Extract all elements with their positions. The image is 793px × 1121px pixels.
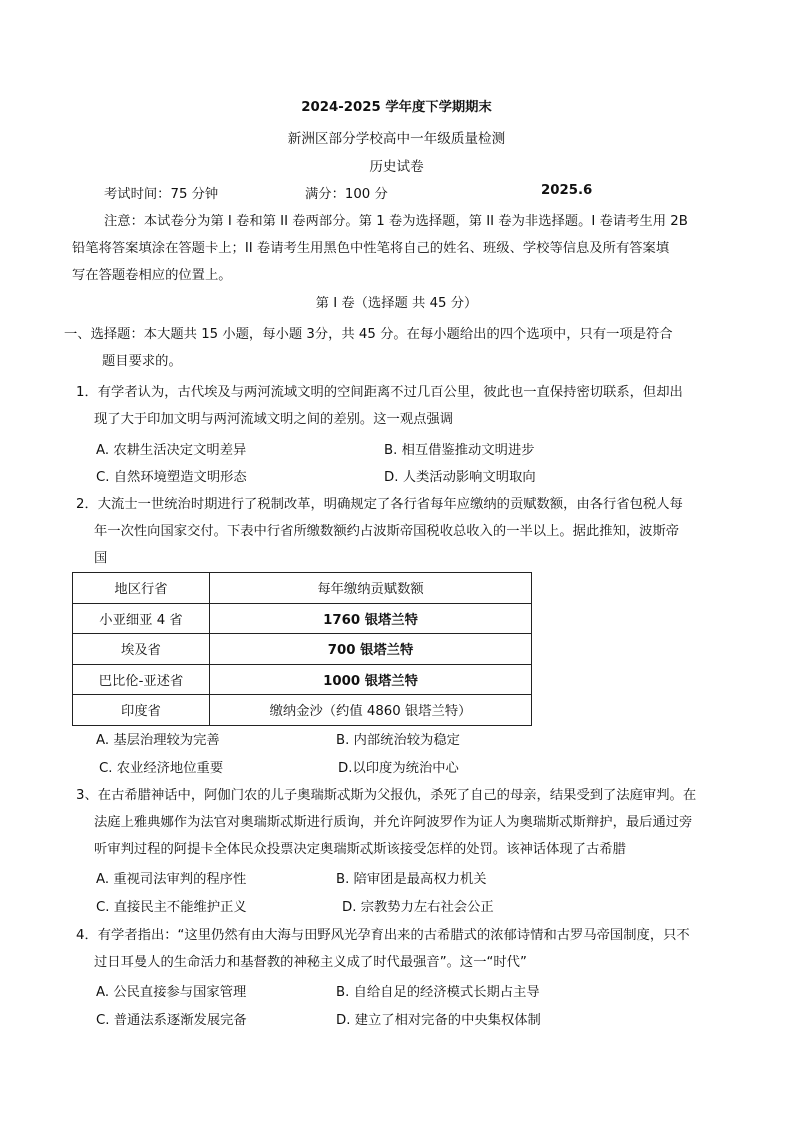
table-row — [73, 603, 532, 634]
question-4-option-a[interactable]: A. 公民直接参与国家管理 — [96, 985, 247, 1000]
question-2-option-a[interactable]: A. 基层治理较为完善 — [96, 733, 220, 748]
question-2-option-c[interactable]: C. 农业经济地位重要 — [99, 761, 224, 776]
question-3-option-c[interactable]: C. 直接民主不能维护正义 — [96, 900, 247, 915]
table-cell-amount: 1760 银塔兰特 — [210, 603, 532, 634]
table-cell-province: 巴比伦-亚述省 — [73, 664, 210, 695]
question-4-stem-line-2: 过日耳曼人的生命活力和基督教的神秘主义成了时代最强音”。这一“时代” — [94, 955, 527, 970]
question-1-option-b[interactable]: B. 相互借鉴推动文明进步 — [384, 443, 535, 458]
exam-subject-title: 历史试卷 — [369, 159, 424, 175]
table-cell-province: 小亚细亚 4 省 — [73, 603, 210, 634]
instructions-line-2: 题目要求的。 — [102, 354, 182, 369]
question-1-option-d[interactable]: D. 人类活动影响文明取向 — [384, 470, 536, 485]
instructions-line-1: 一、选择题：本大题共 15 小题，每小题 3分，共 45 分。在每小题给出的四个选项中，只有一项是符合 — [64, 327, 673, 342]
exam-school-title: 新洲区部分学校高中一年级质量检测 — [287, 131, 506, 147]
exam-score: 满分：100 分 — [305, 187, 388, 202]
exam-time: 考试时间：75 分钟 — [104, 187, 219, 202]
notice-line-3: 写在答题卷相应的位置上。 — [72, 268, 232, 283]
question-2-option-b[interactable]: B. 内部统治较为稳定 — [336, 733, 460, 748]
table-header-row — [73, 573, 532, 604]
table-header-cell: 每年缴纳贡赋数额 — [210, 573, 532, 604]
question-2-option-d[interactable]: D.以印度为统治中心 — [338, 761, 459, 776]
question-3-option-b[interactable]: B. 陪审团是最高权力机关 — [336, 872, 487, 887]
question-2-stem-line-3: 国 — [94, 551, 108, 566]
table-cell-amount: 缴纳金沙（约值 4860 银塔兰特） — [210, 695, 532, 726]
table-cell-amount: 1000 银塔兰特 — [210, 664, 532, 695]
table-cell-province: 埃及省 — [73, 634, 210, 665]
question-4-stem-line-1: 4．有学者指出：“这里仍然有由大海与田野风光孕育出来的古希腊式的浓郁诗情和古罗马帝国制度，只不 — [76, 928, 690, 943]
notice-line-2: 铅笔将答案填涂在答题卡上；II 卷请考生用黑色中性笔将自己的姓名、班级、学校等信息及所有答案填 — [72, 241, 670, 256]
question-1-stem-line-1: 1．有学者认为，古代埃及与两河流域文明的空间距离不过几百公里，彼此也一直保持密切联系，但却出 — [76, 385, 683, 400]
question-4-option-c[interactable]: C. 普通法系逐渐发展完备 — [96, 1013, 247, 1028]
question-1-stem-line-2: 现了大于印加文明与两河流域文明之间的差别。这一观点强调 — [94, 412, 454, 427]
question-2-stem-line-2: 年一次性向国家交付。下表中行省所缴数额约占波斯帝国税收总收入的一半以上。据此推知，波斯帝 — [94, 524, 680, 539]
exam-date: 2025.6 — [541, 183, 593, 198]
question-3-option-a[interactable]: A. 重视司法审判的程序性 — [96, 872, 247, 887]
tribute-table — [72, 572, 532, 726]
table-row — [73, 634, 532, 665]
question-3-option-d[interactable]: D. 宗教势力左右社会公正 — [342, 900, 494, 915]
question-3-stem-line-1: 3、在古希腊神话中，阿伽门农的儿子奥瑞斯忒斯为父报仇，杀死了自己的母亲，结果受到了法庭审判。在 — [76, 788, 697, 803]
question-4-option-b[interactable]: B. 自给自足的经济模式长期占主导 — [336, 985, 540, 1000]
table-row — [73, 695, 532, 726]
table-header-cell: 地区行省 — [73, 573, 210, 604]
question-1-option-a[interactable]: A. 农耕生活决定文明差异 — [96, 443, 247, 458]
question-3-stem-line-2: 法庭上雅典娜作为法官对奥瑞斯忒斯进行质询，并允许阿波罗作为证人为奥瑞斯忒斯辩护，最后通过旁 — [94, 815, 693, 830]
table-cell-province: 印度省 — [73, 695, 210, 726]
exam-year-title: 2024-2025 学年度下学期期末 — [301, 100, 492, 115]
table-row — [73, 664, 532, 695]
table-cell-amount: 700 银塔兰特 — [210, 634, 532, 665]
question-3-stem-line-3: 听审判过程的阿提卡全体民众投票决定奥瑞斯忒斯该接受怎样的处罚。该神话体现了古希腊 — [94, 842, 626, 857]
question-1-option-c[interactable]: C. 自然环境塑造文明形态 — [96, 470, 247, 485]
section-title: 第 I 卷（选择题 共 45 分） — [315, 296, 478, 311]
notice-line-1: 注意：本试卷分为第 I 卷和第 II 卷两部分。第 1 卷为选择题，第 II 卷为非选择题。I 卷请考生用 2B — [104, 214, 688, 229]
question-4-option-d[interactable]: D. 建立了相对完备的中央集权体制 — [336, 1013, 541, 1028]
question-2-stem-line-1: 2．大流士一世统治时期进行了税制改革，明确规定了各行省每年应缴纳的贡赋数额，由各行省包税人每 — [76, 497, 683, 512]
